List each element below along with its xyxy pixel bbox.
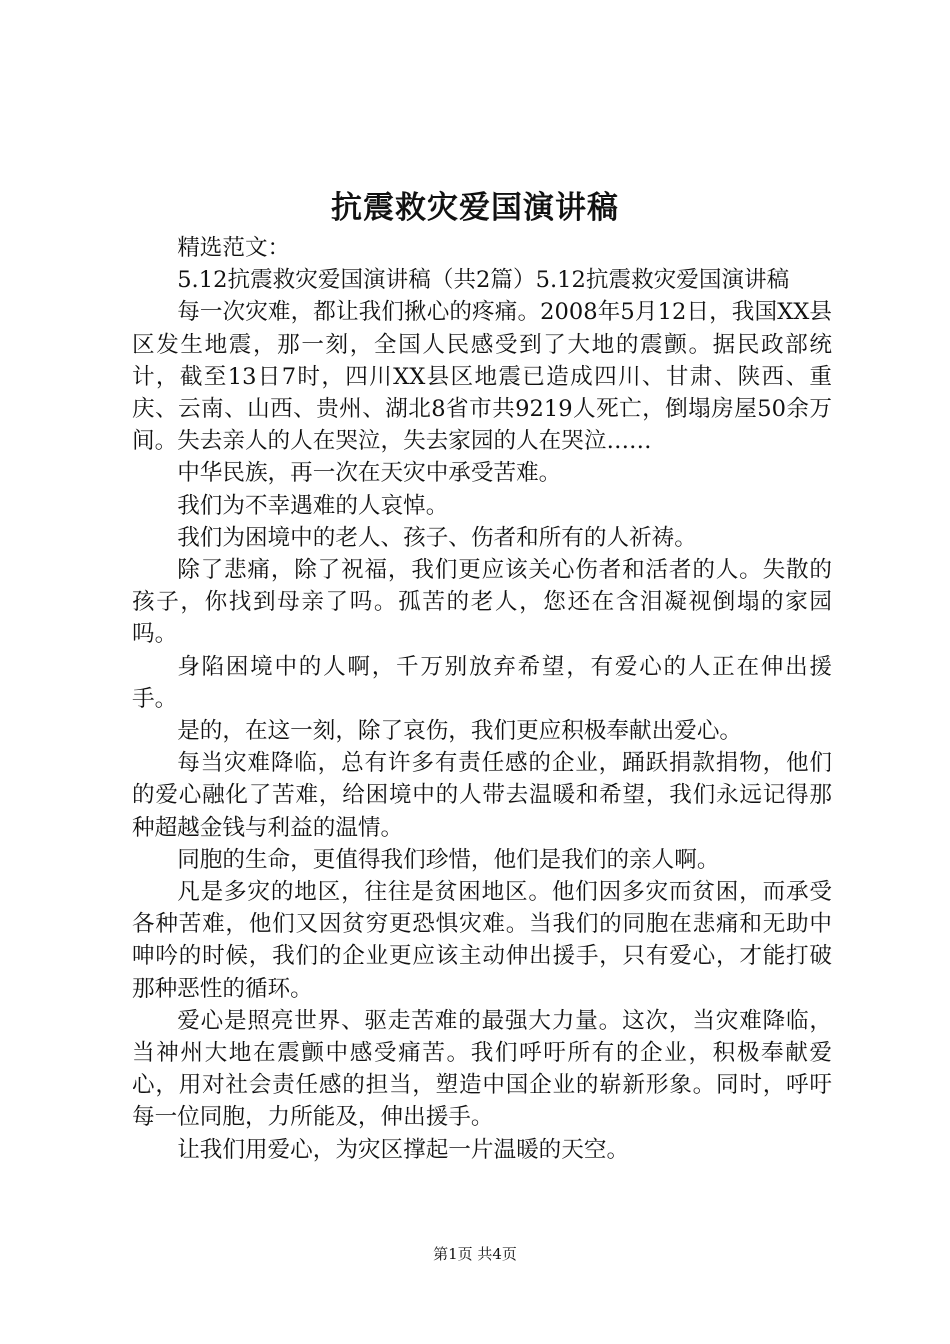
paragraph: 同胞的生命，更值得我们珍惜，他们是我们的亲人啊。 [177, 846, 720, 873]
page-indicator: 第1页 共4页 [433, 1245, 517, 1263]
paragraph: 爱心是照亮世界、驱走苦难的最强大力量。这次，当灾难降临，当神州大地在震颤中感受痛苦。我们呼吁所有的企业，积极奉献爱心，用对社会责任感的担当，塑造中国企业的崭新形象。同时，呼吁每一位同胞，力所能及，伸出援手。 [132, 1007, 832, 1131]
document-title: 抗震救灾爱国演讲稿 [331, 190, 619, 226]
paragraph: 我们为不幸遇难的人哀悼。 [177, 492, 449, 519]
paragraph: 精选范文： [177, 235, 291, 261]
paragraph: 凡是多灾的地区，往往是贫困地区。他们因多灾而贫困，而承受各种苦难，他们又因贫穷更恐惧灾难。当我们的同胞在悲痛和无助中呻吟的时候，我们的企业更应该主动伸出援手，只有爱心，才能打破那种恶性的循环。 [132, 879, 832, 1002]
paragraph: 每当灾难降临，总有许多有责任感的企业，踊跃捐款捐物，他们的爱心融化了苦难，给困境中的人带去温暖和希望，我们永远记得那种超越金钱与利益的温情。 [132, 750, 832, 841]
paragraph: 5.12抗震救灾爱国演讲稿（共2篇）5.12抗震救灾爱国演讲稿 [177, 267, 790, 294]
paragraph: 是的，在这一刻，除了哀伤，我们更应积极奉献出爱心。 [177, 718, 743, 745]
paragraph: 除了悲痛，除了祝福，我们更应该关心伤者和活者的人。失散的孩子，你找到母亲了吗。孤苦的老人，您还在含泪凝视倒塌的家园吗。 [132, 557, 832, 648]
page-footer [0, 1244, 950, 1264]
paragraph: 中华民族，再一次在天灾中承受苦难。 [177, 460, 562, 487]
document-body [132, 232, 832, 1166]
paragraph: 我们为困境中的老人、孩子、伤者和所有的人祈祷。 [177, 524, 697, 551]
paragraph: 每一次灾难，都让我们揪心的疼痛。2008年5月12日，我国XX县区发生地震，那一刻，全国人民感受到了大地的震颤。据民政部统计，截至13日7时，四川XX县区地震已造成四川、甘肃、陕西、重庆、云南、山西、贵州、湖北8省市共9219人死亡，倒塌房屋50余万间。失去亲人的人在哭泣，失去家园的人在哭泣…… [132, 299, 832, 455]
paragraph: 让我们用爱心，为灾区撑起一片温暖的天空。 [177, 1136, 630, 1163]
paragraph: 身陷困境中的人啊，千万别放弃希望，有爱心的人正在伸出援手。 [132, 653, 832, 712]
